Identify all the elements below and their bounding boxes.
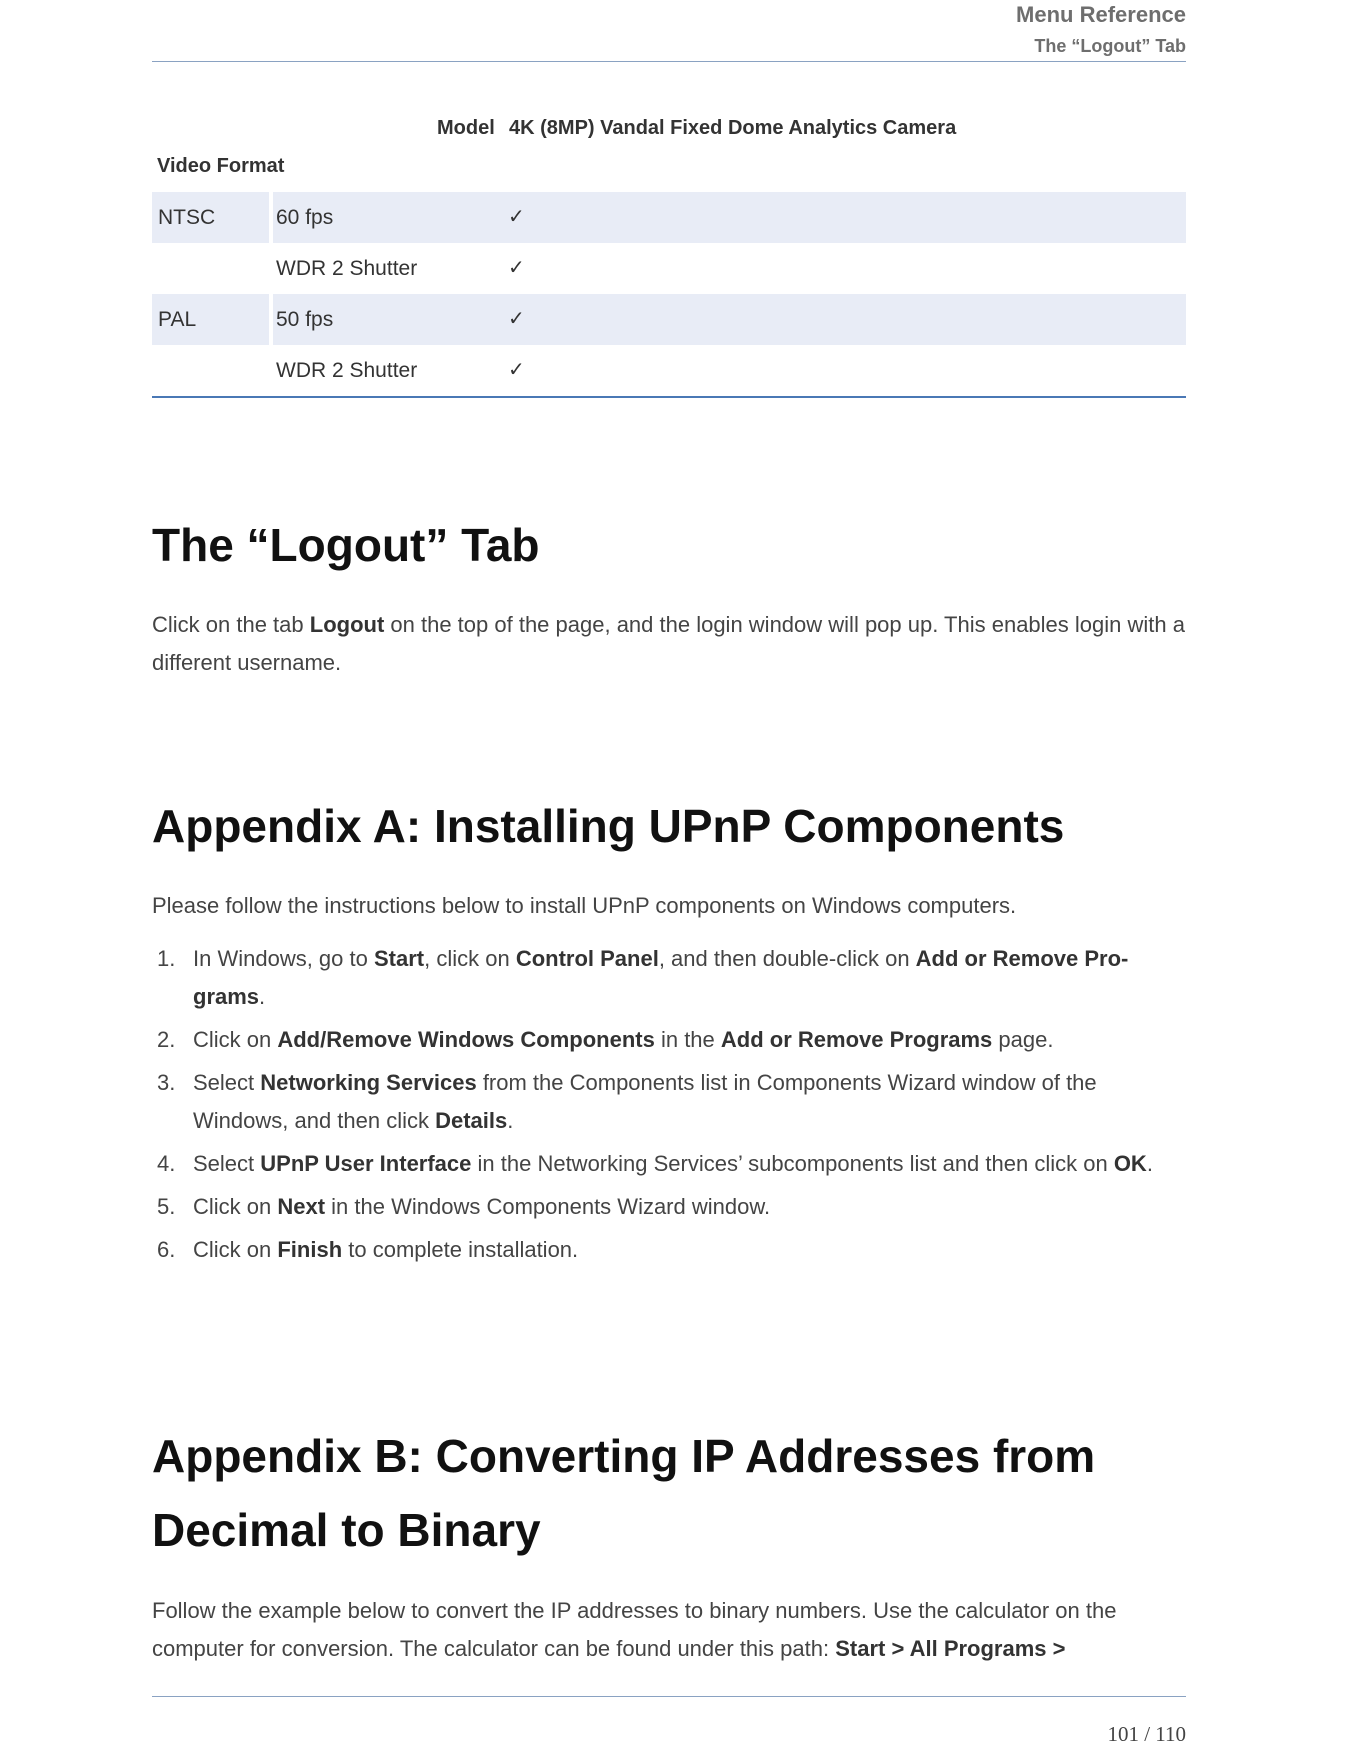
ui-term: Start	[373, 946, 425, 971]
table-cell-item: WDR 2 Shutter	[276, 257, 418, 280]
ui-term: Add/Remove Windows Components	[277, 1027, 655, 1052]
installation-steps-list	[152, 940, 1186, 1274]
logout-heading: The “Logout” Tab	[152, 519, 540, 571]
list-item: 5. Click on Next in the Windows Components Wizard window.	[152, 1188, 1186, 1226]
appendix-a-heading: Appendix A: Installing UPnP Components	[152, 800, 1065, 852]
ui-term: Add or Remove Programs	[720, 1027, 993, 1052]
footer-divider	[152, 1696, 1186, 1697]
table-cell-item: 50 fps	[276, 308, 334, 331]
ui-term: Finish	[277, 1237, 343, 1262]
step-number: 4.	[157, 1151, 176, 1176]
step-number: 3.	[157, 1070, 176, 1095]
calculator-path: Start > All Programs >	[835, 1636, 1066, 1661]
video-format-label: Video Format	[157, 155, 285, 177]
appendix-a-intro: Please follow the instructions below to install UPnP components on Windows computers.	[152, 893, 1017, 918]
step-number: 6.	[157, 1237, 176, 1262]
step-number: 1.	[157, 946, 176, 971]
list-item: 1. In Windows, go to Start, click on Control Panel, and then double-click on Add or Remove Pro-grams.	[152, 940, 1186, 1016]
model-label: Model	[437, 117, 495, 139]
check-mark-icon: ✓	[508, 204, 525, 228]
step-number: 5.	[157, 1194, 176, 1219]
ui-term: Details	[435, 1108, 508, 1133]
page-number: 101 / 110	[1107, 1722, 1186, 1746]
list-item: 3. Select Networking Services from the Components list in Components Wizard window of the Windows, and then click Details.	[152, 1064, 1186, 1140]
video-format-table	[152, 192, 1186, 398]
ui-term: UPnP User Interface	[260, 1151, 472, 1176]
logout-paragraph: Click on the tab Logout on the top of the page, and the login window will pop up. This enables login with a different username.	[152, 612, 1185, 675]
table-row	[152, 294, 1186, 345]
ui-term: Add or Remove Pro-grams	[193, 946, 1129, 1009]
list-item: 6. Click on Finish to complete installation.	[152, 1231, 1186, 1269]
list-item: 4. Select UPnP User Interface in the Networking Services’ subcomponents list and then click on OK.	[152, 1145, 1186, 1183]
table-cell-group: PAL	[158, 308, 197, 331]
header-chapter-title: Menu Reference	[1016, 2, 1186, 27]
table-row	[152, 243, 1186, 294]
table-cell-item: WDR 2 Shutter	[276, 359, 418, 382]
spec-table-model-row	[152, 114, 1186, 144]
appendix-b-paragraph: Follow the example below to convert the IP addresses to binary numbers. Use the calculator on the computer for conversion. The calculator can be found under this path: Start > All Programs >	[152, 1598, 1117, 1661]
step-number: 2.	[157, 1027, 176, 1052]
appendix-b-heading: Appendix B: Converting IP Addresses from Decimal to Binary	[152, 1430, 1096, 1556]
check-mark-icon: ✓	[508, 357, 525, 381]
ui-term: Control Panel	[515, 946, 659, 971]
ui-term: OK	[1113, 1151, 1147, 1176]
logout-term: Logout	[309, 612, 385, 637]
table-row	[152, 192, 1186, 243]
ui-term: Next	[277, 1194, 326, 1219]
table-cell-group: NTSC	[158, 206, 216, 229]
running-header	[152, 0, 1186, 62]
list-item: 2. Click on Add/Remove Windows Components in the Add or Remove Programs page.	[152, 1021, 1186, 1059]
check-mark-icon: ✓	[508, 306, 525, 330]
model-name: 4K (8MP) Vandal Fixed Dome Analytics Camera	[509, 117, 957, 139]
header-section-title: The “Logout” Tab	[1034, 36, 1186, 56]
check-mark-icon: ✓	[508, 255, 525, 279]
ui-term: Networking Services	[260, 1070, 477, 1095]
table-row	[152, 345, 1186, 396]
table-cell-item: 60 fps	[276, 206, 334, 229]
